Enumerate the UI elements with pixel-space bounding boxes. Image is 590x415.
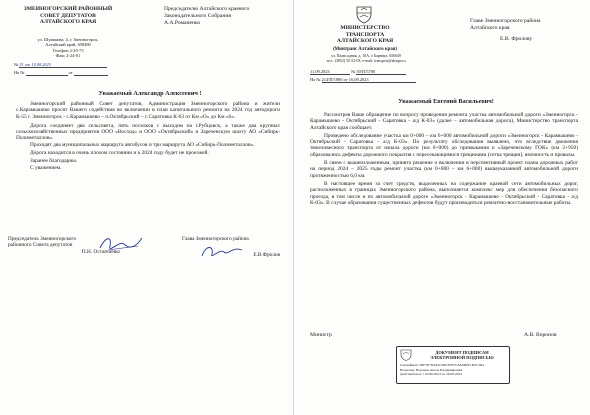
left-address1: ул. Шумакова, 4, г. Змеиногорск,: [37, 37, 99, 42]
chair-name: П.Н. Остапченко: [81, 248, 120, 255]
ministry-line2: ТРАНСПОРТА: [345, 31, 385, 38]
ministry-line1: МИНИСТЕРСТВО: [340, 25, 390, 31]
left-ref-label: На №: [14, 70, 25, 75]
stamp-emblem-icon: [400, 349, 412, 361]
right-addressee-line3: Е.В. Фролову: [500, 36, 533, 42]
left-paragraph: Змеиногорский районный Совет депутатов, Администрация Змеиногорского района и жители с.Карамышево просят Вашего содействия во включении в план капитального ремонта на 2024 год автодороги К-55 г. Змеиногорск - с.Карамышево – п.Октябрьский – с.Саратовка К-03 от Км «О» до Км «6».: [16, 101, 280, 120]
left-org-header: [6, 6, 130, 26]
right-addressee: [470, 18, 588, 43]
right-paragraph: Проведено обследование участка км 0+000 – км 6+000 автомобильной дороги «Змеиногорск - Карамышево - Октябрьский - Саратовка - а/д К-03». По результату обследования выявлено, что вследствие движения тяжеловесного транспорта от начала дороги (км 0+000) до примыкания к «Зареченскому ГОК» (км 2+950) образовались дефекты дорожного покрытия с пересекающимися трещинами (сетка трещин), ямочность и провалы.: [310, 132, 578, 158]
right-ref-label: На №: [310, 77, 321, 82]
left-letter-body: [16, 101, 280, 171]
minister-name: А.В. Воронов: [524, 332, 557, 338]
ministry-short-name: (Минтранс Алтайского края): [333, 47, 397, 52]
chair-title2: районного Совета депутатов: [8, 242, 73, 249]
stamp-details: [400, 363, 506, 377]
left-org-line1: ЗМЕИНОГОРСКИЙ РАЙОННЫЙ: [23, 6, 113, 12]
left-paragraph: Дорога находится в очень плохом состоянии и к 2024 году будет не проезжей.: [30, 150, 209, 157]
left-addressee-line1: Председателю Алтайского краевого: [164, 6, 250, 12]
stamp-title2: ЭЛЕКТРОННОЙ ПОДПИСЬЮ: [430, 355, 494, 361]
right-paragraph: Рассмотрев Ваше обращение по вопросу проведения ремонта участка автомобильной дороги «Змеиногорск - Карамышево - Октябрьский - Саратовка - а/д К-03» (далее – автомобильная дорога), Министерство транспорта Алтайского края сообщает.: [310, 112, 578, 131]
right-no-label: №: [351, 69, 356, 74]
right-addressee-line1: Главе Змеиногорского района: [470, 18, 541, 24]
right-paragraph: В связи с вышеизложенным, принято решение о включении в перспективный проект плана дорожных работ на период 2024 – 2025 годы ремонт участка (км 0+000 – км 6+000) вышеуказанной автомобильной дороги протяженностью 6,0 км.: [310, 160, 578, 179]
ministry-line3: АЛТАЙСКОГО КРАЯ: [336, 38, 394, 45]
left-paragraph: Заранее благодарны.: [30, 158, 78, 165]
ministry-address2: тел.: (3852) 35-52-03, e-mail: transport@alregn.ru: [326, 58, 406, 63]
head-title: Глава Змеиногорского района: [182, 236, 249, 242]
left-address2: Алтайский край, 658480: [45, 42, 91, 48]
stamp-owner: Владелец: Воронов Антон Владимирович: [400, 367, 463, 372]
chair-title1: Председатель Змеиногорского: [8, 236, 77, 242]
right-date: 11.09.2023: [310, 69, 350, 75]
left-address-block: [6, 37, 130, 58]
left-no-value: 51 от 14.08.2023: [19, 62, 107, 68]
chair-signature-icon: [98, 232, 144, 256]
ministry-address1: ул. Палисадная, д. 10А, г. Барнаул, 656049: [331, 54, 401, 58]
right-ref-value: 214/П/1886 от 16.08.2023: [322, 77, 416, 83]
left-paragraph: Проходят два муниципальных маршрута автобусов и три маршрута АО «Сибирь-Полиметаллов».: [30, 141, 255, 148]
left-phone: Телефон 2-20-73: [52, 47, 84, 53]
head-name: Е.В.Фролов: [253, 252, 280, 259]
right-reference-number: [310, 77, 430, 83]
right-addressee-line2: Алтайского края: [470, 25, 510, 31]
right-ministry-header: [310, 25, 420, 45]
left-paragraph: С уважением.: [30, 164, 62, 171]
minister-title: Министр: [310, 332, 332, 338]
left-fax: Факс 2-24-01: [55, 52, 81, 58]
right-no-value: 50/П/5780: [356, 69, 406, 75]
stamp-certificate: Сертификат: 00F5E7D4A5C0B1E2E7C8A9D0F1B2C3D4: [400, 363, 485, 367]
right-outgoing-number: [310, 69, 430, 75]
left-org-line2: СОВЕТ ДЕПУТАТОВ: [40, 12, 96, 19]
left-addressee-line2: Законодательного Собрания: [164, 13, 231, 19]
left-salutation: Уважаемый Александр Алексеевич !: [98, 90, 202, 97]
electronic-signature-stamp: [396, 346, 510, 384]
coat-of-arms-icon: [354, 4, 374, 24]
letter-left: [0, 0, 294, 415]
left-paragraph: Дорога соединяет два сельсовета, пять поселков с выходом на г.Рубцовск, а также два крупных сельскохозяйственных предприятия ООО «Восход» и ООО «Октябрьский» и Зареченскую шахту АО «Сибирь-Полиметаллов».: [16, 122, 280, 142]
stamp-title1: ДОКУМЕНТ ПОДПИСАН: [435, 350, 489, 355]
letter-right: [296, 0, 590, 415]
left-org-line3: АЛТАЙСКОГО КРАЯ: [39, 19, 97, 26]
head-signature-icon: [200, 242, 244, 262]
right-salutation: Уважаемый Евгений Васильевич!: [398, 98, 494, 105]
left-addressee: [164, 6, 288, 27]
ministry-address: [306, 54, 426, 63]
stamp-validity: Действителен: с 03.06.2023 по 26.08.2024: [400, 372, 462, 376]
right-letter-body: [310, 112, 578, 206]
left-reference-number: [14, 70, 124, 76]
left-ref-from: от: [68, 70, 73, 75]
left-outgoing-number: [14, 62, 124, 68]
left-addressee-line3: А.А.Романенко: [164, 20, 201, 26]
left-no-label: №: [14, 62, 19, 67]
right-paragraph: В настоящее время за счет средств, выделенных на содержание краевой сети автомобильных дорог, расположенных в границах Змеиногорского района, выполняется комплекс мер для обеспечения безопасного проезда, в том числе и по автомобильной дороге «Змеиногорск - Карамышево - Октябрьский - Саратовка - а/д К-03». В случае образования существенных дефектов будут производиться ремонтно-восстановительные работы.: [310, 180, 578, 206]
stamp-title: [419, 350, 505, 360]
